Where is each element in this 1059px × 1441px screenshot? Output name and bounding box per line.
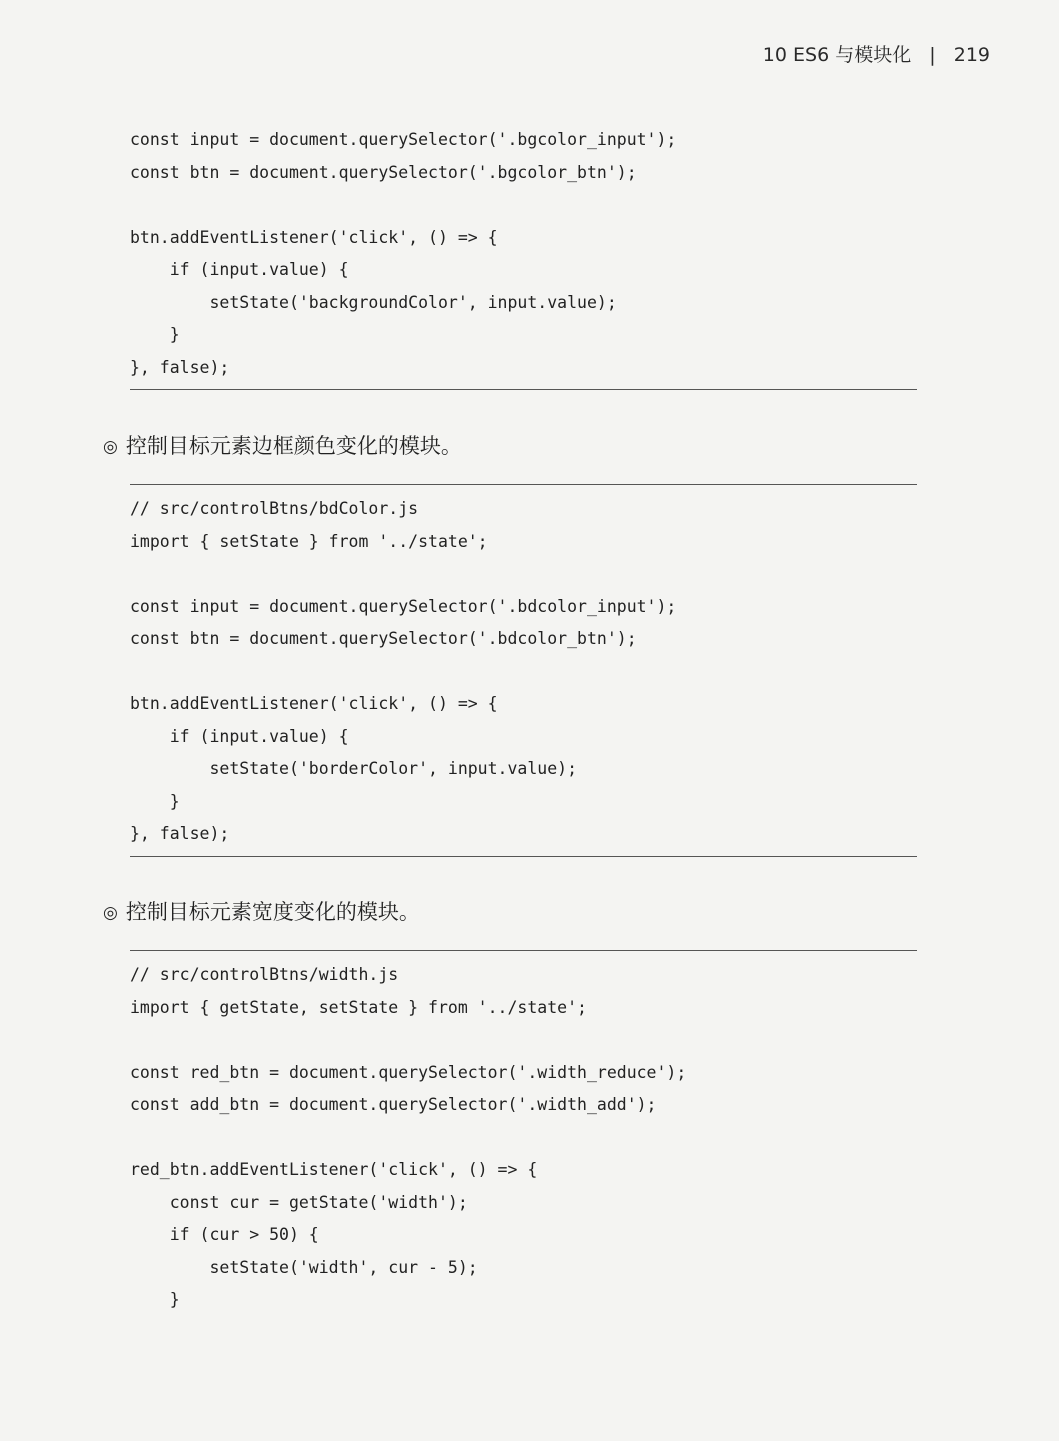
code-line: setState('borderColor', input.value); xyxy=(130,759,578,778)
bullet-icon: ◎ xyxy=(103,903,118,923)
section-heading-width xyxy=(103,896,420,926)
section-heading-border-color xyxy=(103,430,462,460)
code-block-width xyxy=(130,959,686,1317)
code-line: const red_btn = document.querySelector('.width_reduce'); xyxy=(130,1062,687,1082)
code-block-top-rule xyxy=(130,484,917,485)
code-block-bottom-rule xyxy=(130,389,917,390)
chapter-title: ES6 与模块化 xyxy=(793,44,912,66)
code-block-bdcolor xyxy=(130,493,676,851)
code-line: if (input.value) { xyxy=(130,260,349,279)
code-line: const add_btn = document.querySelector('.width_add'); xyxy=(130,1095,657,1114)
page-number: 219 xyxy=(953,44,990,66)
code-line: if (cur > 50) { xyxy=(130,1225,319,1244)
code-line: import { getState, setState } from '../state'; xyxy=(130,997,587,1017)
code-line: red_btn.addEventListener('click', () => { xyxy=(130,1160,538,1179)
code-line: } xyxy=(130,791,180,811)
code-line xyxy=(130,1024,686,1057)
code-line: const btn = document.querySelector('.bgcolor_btn'); xyxy=(130,162,637,182)
code-line: const btn = document.querySelector('.bdcolor_btn'); xyxy=(130,629,637,648)
section-heading-text: 控制目标元素宽度变化的模块。 xyxy=(125,900,420,924)
code-line: } xyxy=(130,325,180,344)
code-block-bottom-rule xyxy=(130,856,917,857)
code-line: btn.addEventListener('click', () => { xyxy=(130,694,498,713)
code-line: }, false); xyxy=(130,357,230,377)
code-line xyxy=(130,1122,686,1155)
code-block-bgcolor xyxy=(130,124,676,384)
code-line: // src/controlBtns/width.js xyxy=(130,965,399,984)
code-line: if (input.value) { xyxy=(130,726,349,746)
code-line: setState('backgroundColor', input.value); xyxy=(130,292,617,312)
chapter-number: 10 xyxy=(762,44,787,66)
running-header xyxy=(700,40,990,70)
header-separator: | xyxy=(929,44,936,66)
code-line: btn.addEventListener('click', () => { xyxy=(130,227,498,247)
code-line xyxy=(130,189,676,222)
code-line: setState('width', cur - 5); xyxy=(130,1257,478,1277)
bullet-icon: ◎ xyxy=(103,437,118,457)
code-line: const input = document.querySelector('.bdcolor_input'); xyxy=(130,596,677,616)
section-heading-text: 控制目标元素边框颜色变化的模块。 xyxy=(125,434,462,458)
code-line: } xyxy=(130,1290,180,1309)
code-line: }, false); xyxy=(130,824,230,843)
code-line: const input = document.querySelector('.bgcolor_input'); xyxy=(130,130,677,149)
code-line xyxy=(130,656,676,689)
code-line: const cur = getState('width'); xyxy=(130,1192,468,1212)
code-line: import { setState } from '../state'; xyxy=(130,531,488,551)
code-line: // src/controlBtns/bdColor.js xyxy=(130,499,419,518)
code-line xyxy=(130,558,676,591)
code-block-top-rule xyxy=(130,950,917,951)
